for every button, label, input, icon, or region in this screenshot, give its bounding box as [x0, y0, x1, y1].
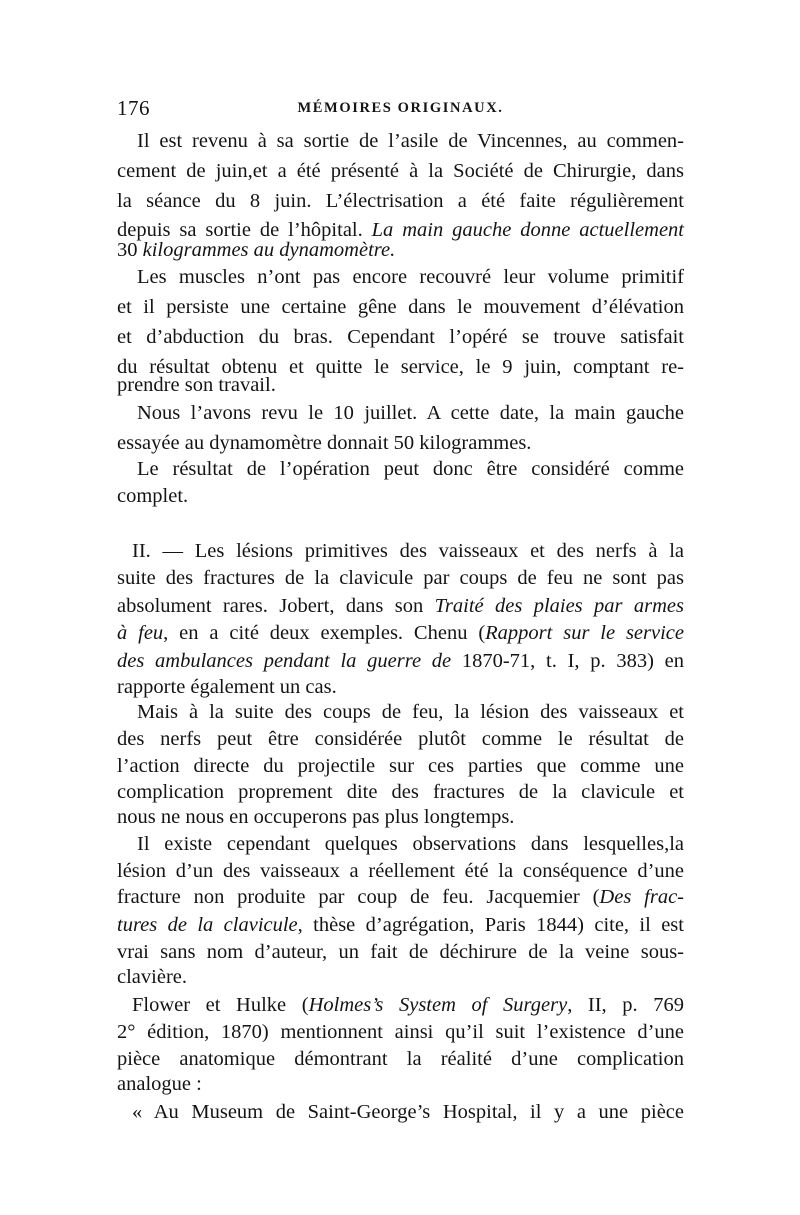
line-text: suite des fractures de la clavicule par coups de feu ne sont pas	[117, 567, 684, 589]
line-text: rapporte également un cas.	[117, 676, 337, 698]
line-text: la séance du 8 juin. L’électrisation a été faite régulièrement	[117, 190, 684, 212]
text-line	[117, 910, 684, 940]
text-line	[117, 126, 684, 156]
line-text: clavière.	[117, 966, 187, 988]
text-line	[117, 618, 684, 648]
line-text: Les muscles n’ont pas encore recouvré leur volume primitif	[137, 266, 684, 288]
line-text: du résultat obtenu et quitte le service, le 9 juin, comptant re-	[117, 356, 684, 378]
text-line	[117, 370, 684, 400]
text-line	[117, 262, 684, 292]
line-text: essayée au dynamomètre donnait 50 kilogrammes.	[117, 432, 532, 454]
line-text: l’action directe du projectile sur ces parties que comme une	[117, 755, 684, 777]
line-text: , en a cité deux exemples. Chenu (	[163, 622, 486, 644]
italic-text: Holmes’s System of Surgery	[308, 994, 568, 1016]
text-line	[117, 962, 684, 992]
line-text: 2° édition, 1870) mentionnent ainsi qu’il suit l’existence d’une	[117, 1021, 684, 1043]
text-line	[117, 481, 684, 511]
text-line	[117, 454, 684, 484]
line-text: complication proprement dite des fractures de la clavicule et	[117, 781, 684, 803]
line-text: Il existe cependant quelques observations dans lesquelles,la	[137, 833, 684, 855]
italic-text: Traité des plaies par armes	[434, 595, 684, 617]
line-text: « Au Museum de Saint-George’s Hospital, il y a une pièce	[132, 1101, 684, 1123]
line-text: absolument rares. Jobert, dans son	[117, 595, 435, 617]
text-line	[117, 398, 684, 428]
line-text: , thèse d’agrégation, Paris 1844) cite, il est	[297, 914, 684, 936]
italic-text: tures de la clavicule	[117, 914, 298, 936]
text-line	[117, 1069, 684, 1099]
line-text: pièce anatomique démontrant la réalité d’une complication	[117, 1048, 684, 1070]
running-title: MÉMOIRES ORIGINAUX.	[297, 100, 504, 116]
line-text: analogue :	[117, 1073, 202, 1095]
text-line	[117, 882, 684, 912]
text-line	[117, 292, 684, 322]
text-line	[117, 186, 684, 216]
text-line	[117, 990, 684, 1020]
italic-text: Des frac-	[599, 886, 684, 908]
text-line	[117, 829, 684, 859]
line-text: nous ne nous en occuperons pas plus longtemps.	[117, 806, 515, 828]
italic-text: à feu	[117, 622, 164, 644]
italic-text: des ambulances pendant la guerre de	[117, 650, 452, 672]
text-line	[117, 591, 684, 621]
line-text: complet.	[117, 485, 189, 507]
line-text: 1870-71, t. I, p. 383) en	[451, 650, 685, 672]
page-header	[117, 96, 684, 124]
line-text: Flower et Hulke (	[132, 994, 309, 1016]
italic-text: La main gauche donne actuellement	[371, 219, 684, 241]
line-text: 30	[117, 239, 143, 261]
text-line	[117, 1017, 684, 1047]
line-text: Le résultat de l’opération peut donc être considéré comme	[137, 458, 684, 480]
line-text: cement de juin,et a été présenté à la Société de Chirurgie, dans	[117, 160, 684, 182]
text-line	[117, 235, 684, 265]
text-line	[117, 697, 684, 727]
text-line	[117, 322, 684, 352]
line-text: vrai sans nom d’auteur, un fait de déchirure de la veine sous-	[117, 941, 684, 963]
line-text: , II, p. 769	[567, 994, 685, 1016]
line-text: et il persiste une certaine gêne dans le mouvement d’élévation	[117, 296, 684, 318]
text-line	[117, 1097, 684, 1127]
line-text: lésion d’un des vaisseaux a réellement été la conséquence d’une	[117, 860, 684, 882]
line-text: Nous l’avons revu le 10 juillet. A cette date, la main gauche	[137, 402, 684, 424]
line-text: prendre son travail.	[117, 374, 276, 396]
page-number: 176	[117, 96, 150, 120]
line-text: fracture non produite par coup de feu. Jacquemier (	[117, 886, 600, 908]
line-text: depuis sa sortie de l’hôpital.	[117, 219, 372, 241]
text-line	[117, 724, 684, 754]
line-text: Il est revenu à sa sortie de l’asile de Vincennes, au commen-	[137, 130, 684, 152]
text-line	[117, 536, 684, 566]
italic-text: Rapport sur le service	[485, 622, 685, 644]
line-text: des nerfs peut être considérée plutôt comme le résultat de	[117, 728, 684, 750]
line-text: et d’abduction du bras. Cependant l’opéré se trouve satisfait	[117, 326, 684, 348]
line-text: II. — Les lésions primitives des vaisseaux et des nerfs à la	[132, 540, 684, 562]
text-line	[117, 563, 684, 593]
italic-text: kilogrammes au dynamomètre.	[142, 239, 396, 261]
text-line	[117, 156, 684, 186]
line-text: Mais à la suite des coups de feu, la lésion des vaisseaux et	[137, 701, 684, 723]
text-line	[117, 802, 684, 832]
